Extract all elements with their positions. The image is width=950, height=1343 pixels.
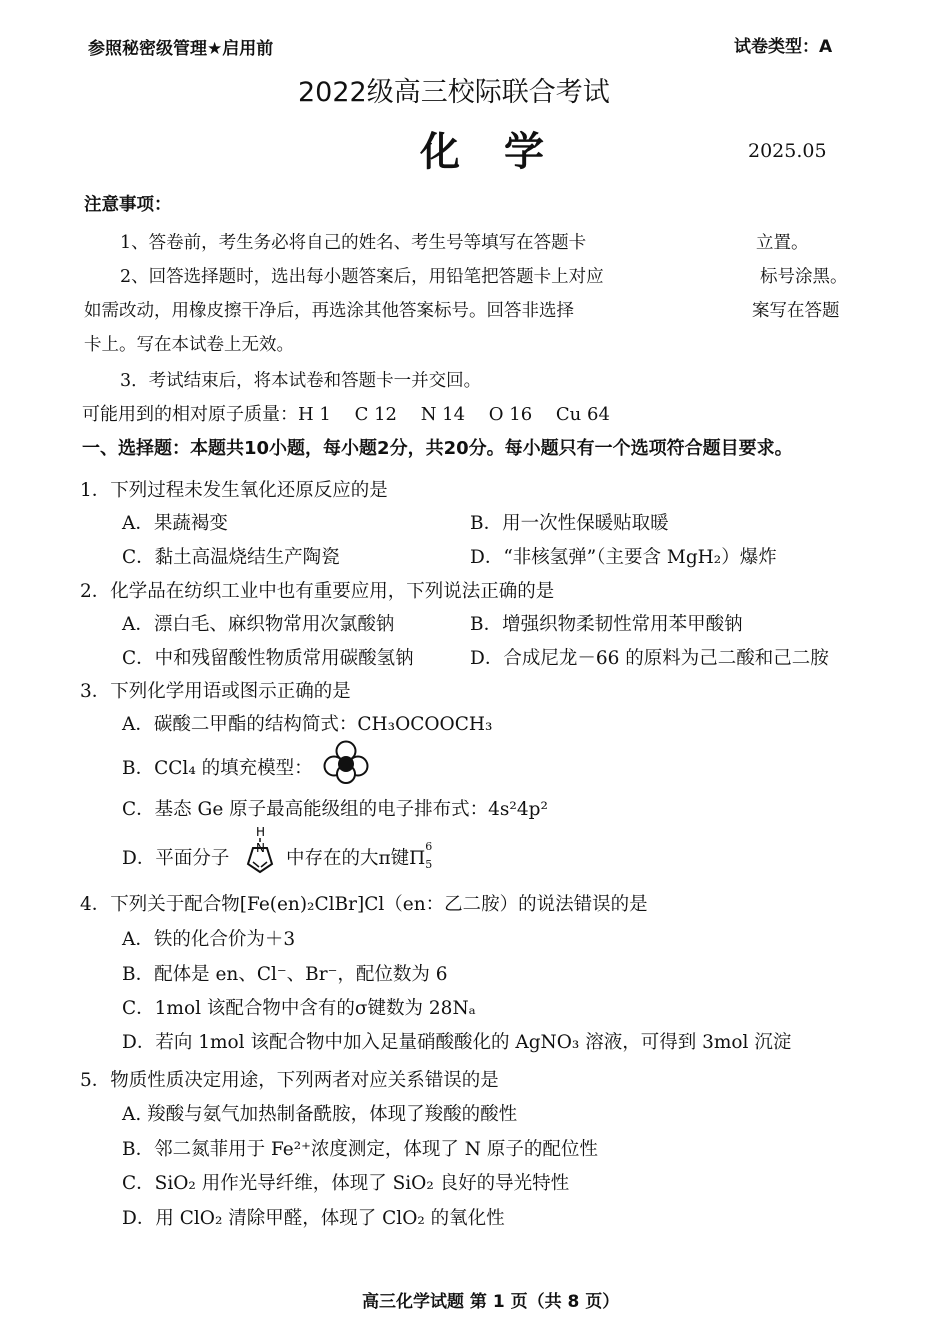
q3-option-d-part2 [286, 840, 437, 871]
notice-item-2b: 标号涂黑。 [760, 267, 848, 287]
subject-title: 化学 [420, 129, 588, 175]
q4-option-d: D．若向 1mol 该配合物中加入足量硝酸酸化的 AgNO₃ 溶液，可得到 3mol 沉淀 [122, 1032, 792, 1053]
pyrrole-n-label: N [256, 841, 265, 855]
q3-option-d-part1: D．平面分子 [122, 848, 230, 869]
page-footer: 高三化学试题 第 1 页（共 8 页） [362, 1292, 620, 1312]
q3-option-b: B．CCl₄ 的填充模型： [122, 758, 313, 779]
q1-option-a: A．果蔬褐变 [122, 513, 228, 534]
question-2-stem: 2．化学品在纺织工业中也有重要应用，下列说法正确的是 [80, 581, 555, 602]
exam-title: 2022级高三校际联合考试 [298, 77, 610, 108]
ccl4-space-filling-model [324, 740, 368, 784]
q2-option-d: D．合成尼龙－66 的原料为己二酸和己二胺 [470, 648, 829, 669]
pi-bond-superscript: 6 [425, 840, 433, 853]
notice-item-1b: 立置。 [756, 233, 809, 253]
q3-d-text: 中存在的大π键Π [286, 848, 426, 869]
notice-item-3: 3．考试结束后，将本试卷和答题卡一并交回。 [120, 371, 482, 391]
pyrrole-structure [236, 826, 286, 876]
notice-item-2d: 案写在答题 [752, 301, 840, 321]
scan-blank-area [648, 222, 752, 322]
notice-item-1a: 1、答卷前，考生务必将自己的姓名、考生号等填写在答题卡 [120, 233, 587, 253]
exam-date: 2025.05 [748, 140, 827, 162]
paper-type: 试卷类型：A [734, 37, 833, 57]
q4-option-a: A．铁的化合价为＋3 [122, 929, 296, 950]
q1-option-d: D．“非核氢弹”（主要含 MgH₂）爆炸 [470, 547, 777, 568]
question-1-stem: 1．下列过程未发生氧化还原反应的是 [80, 480, 388, 501]
pi-bond-subscript: 5 [425, 858, 433, 871]
q4-option-b: B．配体是 en、Cl⁻、Br⁻，配位数为 6 [122, 964, 448, 985]
q3-option-a: A．碳酸二甲酯的结构简式：CH₃OCOOCH₃ [122, 714, 493, 735]
q1-option-b: B．用一次性保暖贴取暖 [470, 513, 669, 534]
q5-option-b: B．邻二氮菲用于 Fe²⁺浓度测定，体现了 N 原子的配位性 [122, 1139, 598, 1160]
question-5-stem: 5．物质性质决定用途，下列两者对应关系错误的是 [80, 1070, 499, 1091]
q5-option-d: D．用 ClO₂ 清除甲醛，体现了 ClO₂ 的氧化性 [122, 1208, 505, 1229]
notice-item-2e: 卡上。写在本试卷上无效。 [84, 335, 294, 355]
q4-option-c: C．1mol 该配合物中含有的σ键数为 28Nₐ [122, 998, 476, 1019]
question-4-stem: 4．下列关于配合物[Fe(en)₂ClBr]Cl（en：乙二胺）的说法错误的是 [80, 894, 648, 915]
notice-heading: 注意事项： [84, 195, 172, 215]
notice-item-2c: 如需改动，用橡皮擦干净后，再选涂其他答案标号。回答非选择 [84, 301, 574, 321]
q5-option-c: C．SiO₂ 用作光导纤维，体现了 SiO₂ 良好的导光特性 [122, 1173, 570, 1194]
q3-option-c: C．基态 Ge 原子最高能级组的电子排布式：4s²4p² [122, 799, 548, 820]
section-1-heading: 一、选择题：本题共10小题，每小题2分，共20分。每小题只有一个选项符合题目要求。 [82, 438, 793, 459]
secrecy-label: 参照秘密级管理★启用前 [88, 39, 274, 59]
atomic-masses: 可能用到的相对原子质量：H 1 C 12 N 14 O 16 Cu 64 [82, 404, 610, 425]
pyrrole-h-label: H [256, 825, 266, 839]
q1-option-c: C．黏土高温烧结生产陶瓷 [122, 547, 340, 568]
question-3-stem: 3．下列化学用语或图示正确的是 [80, 681, 351, 702]
q2-option-b: B．增强织物柔韧性常用苯甲酸钠 [470, 614, 743, 635]
notice-item-2a: 2、回答选择题时，选出每小题答案后，用铅笔把答题卡上对应 [120, 267, 604, 287]
q5-option-a: A. 羧酸与氨气加热制备酰胺，体现了羧酸的酸性 [122, 1104, 518, 1125]
q2-option-a: A．漂白毛、麻织物常用次氯酸钠 [122, 614, 395, 635]
q2-option-c: C．中和残留酸性物质常用碳酸氢钠 [122, 648, 414, 669]
